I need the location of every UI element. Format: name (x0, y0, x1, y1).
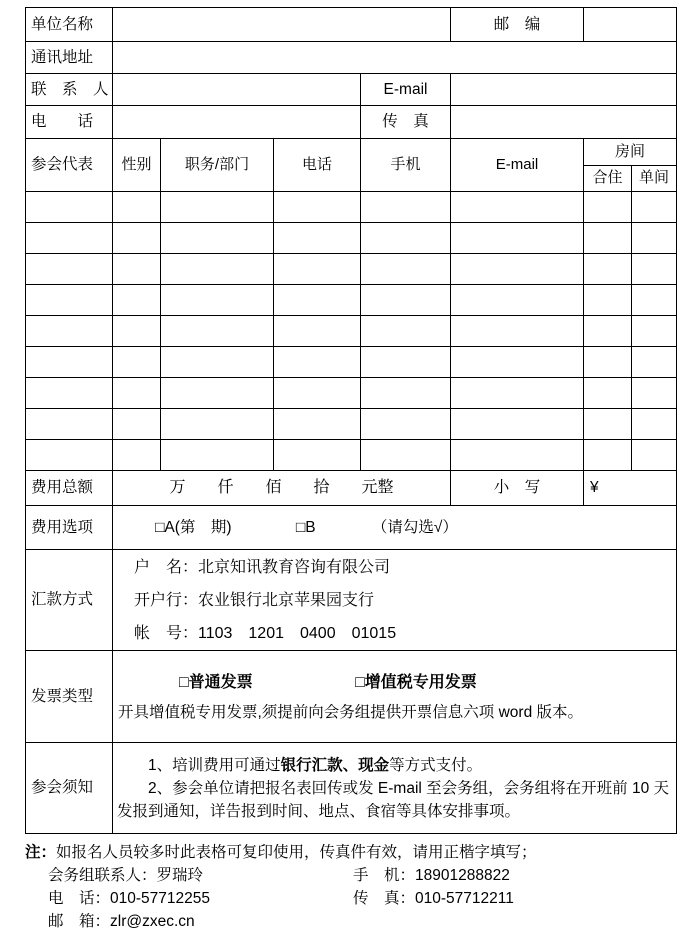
delegate-title-cell[interactable] (161, 192, 274, 223)
delegate-name-cell[interactable] (26, 378, 113, 409)
fax-label: 传 真 (361, 106, 451, 139)
notice-cell (113, 743, 677, 834)
address-label: 通讯地址 (26, 42, 113, 74)
notice-item-1: 1、培训费用可通过银行汇款、现金等方式支付。 (148, 756, 483, 774)
remittance-label: 汇款方式 (26, 550, 113, 651)
row-remittance (26, 550, 677, 651)
delegate-room-single-cell[interactable] (632, 409, 677, 440)
delegate-mobile-cell[interactable] (361, 409, 451, 440)
col-header-title-dept: 职务/部门 (161, 139, 274, 192)
fee-option-hint: （请勾选√） (371, 518, 458, 536)
phone-input-cell[interactable] (113, 106, 361, 139)
delegate-mobile-cell[interactable] (361, 440, 451, 471)
delegate-room-single-cell[interactable] (632, 223, 677, 254)
col-header-gender: 性别 (113, 139, 161, 192)
contact-email-label: E-mail (361, 74, 451, 106)
row-total-fee (26, 471, 677, 506)
delegate-room-single-cell[interactable] (632, 192, 677, 223)
notice-item-1-bold: 银行汇款、现金 (280, 756, 390, 774)
amount-in-words-cell[interactable]: 万 仟 佰 拾 元整 (113, 471, 451, 506)
delegate-email-cell[interactable] (451, 409, 584, 440)
address-input-cell[interactable] (113, 42, 677, 74)
delegate-phone-cell[interactable] (274, 285, 361, 316)
unit-name-input-cell[interactable] (113, 8, 451, 42)
delegate-phone-cell[interactable] (274, 223, 361, 254)
postal-code-input-cell[interactable] (584, 8, 677, 42)
row-notice (26, 743, 677, 834)
col-header-room: 房间 (584, 139, 677, 166)
delegate-email-cell[interactable] (451, 223, 584, 254)
delegate-name-cell[interactable] (26, 347, 113, 378)
delegate-phone-cell[interactable] (274, 378, 361, 409)
remittance-account-number: 帐 号：1103 1201 0400 01015 (134, 624, 397, 642)
delegate-mobile-cell[interactable] (361, 285, 451, 316)
delegate-gender-cell[interactable] (113, 192, 161, 223)
delegate-title-cell[interactable] (161, 254, 274, 285)
row-fee-option (26, 506, 677, 550)
invoice-vat-checkbox[interactable]: □增值税专用发票 (355, 673, 477, 691)
remittance-info-cell (113, 550, 677, 651)
delegate-room-single-cell[interactable] (632, 440, 677, 471)
col-header-phone: 电话 (274, 139, 361, 192)
delegate-row (26, 409, 677, 440)
delegate-gender-cell[interactable] (113, 440, 161, 471)
delegate-room-shared-cell[interactable] (584, 192, 632, 223)
delegate-gender-cell[interactable] (113, 378, 161, 409)
delegate-room-single-cell[interactable] (632, 378, 677, 409)
delegate-email-cell[interactable] (451, 316, 584, 347)
delegate-rows-body (26, 192, 677, 471)
delegate-title-cell[interactable] (161, 347, 274, 378)
amount-numeric-cell[interactable]: ¥ (584, 471, 677, 506)
notice-label: 参会须知 (26, 743, 113, 834)
delegate-room-single-cell[interactable] (632, 285, 677, 316)
delegate-room-shared-cell[interactable] (584, 347, 632, 378)
delegate-phone-cell[interactable] (274, 192, 361, 223)
footer-notes (25, 842, 676, 933)
delegate-mobile-cell[interactable] (361, 347, 451, 378)
delegate-room-single-cell[interactable] (632, 316, 677, 347)
row-invoice-type (26, 651, 677, 743)
delegate-email-cell[interactable] (451, 285, 584, 316)
delegate-gender-cell[interactable] (113, 223, 161, 254)
delegate-row (26, 316, 677, 347)
delegate-row (26, 223, 677, 254)
invoice-type-cell (113, 651, 677, 743)
delegate-title-cell[interactable] (161, 223, 274, 254)
row-contact (26, 74, 677, 106)
footer-email: 邮 箱：zlr@zxec.cn (48, 913, 195, 930)
invoice-regular-checkbox[interactable]: □普通发票 (179, 673, 253, 691)
delegate-row (26, 254, 677, 285)
footer-mobile: 手 机：18901288822 (353, 867, 510, 884)
col-header-mobile: 手机 (361, 139, 451, 192)
delegate-gender-cell[interactable] (113, 254, 161, 285)
delegate-email-cell[interactable] (451, 440, 584, 471)
delegate-room-shared-cell[interactable] (584, 378, 632, 409)
delegate-email-cell[interactable] (451, 254, 584, 285)
delegate-room-shared-cell[interactable] (584, 440, 632, 471)
delegate-mobile-cell[interactable] (361, 316, 451, 347)
registration-table (25, 7, 677, 834)
delegate-email-cell[interactable] (451, 347, 584, 378)
delegate-gender-cell[interactable] (113, 316, 161, 347)
col-header-email: E-mail (451, 139, 584, 192)
row-delegates-header (26, 139, 677, 166)
delegate-room-shared-cell[interactable] (584, 409, 632, 440)
delegate-phone-cell[interactable] (274, 440, 361, 471)
delegate-phone-cell[interactable] (274, 347, 361, 378)
delegate-room-shared-cell[interactable] (584, 254, 632, 285)
footer-email-line (25, 911, 676, 933)
postal-code-label: 邮 编 (451, 8, 584, 42)
delegate-row (26, 285, 677, 316)
col-header-room-single: 单间 (632, 166, 677, 192)
footer-note-text: 如报名人员较多时此表格可复印使用，传真件有效，请用正楷字填写； (56, 844, 537, 861)
invoice-type-label: 发票类型 (26, 651, 113, 743)
footer-contact-line (25, 865, 676, 887)
delegate-gender-cell[interactable] (113, 285, 161, 316)
total-fee-label: 费用总额 (26, 471, 113, 506)
footer-phone-line (25, 888, 676, 910)
contact-input-cell[interactable] (113, 74, 361, 106)
phone-label: 电 话 (26, 106, 113, 139)
unit-name-label: 单位名称 (26, 8, 113, 42)
fee-option-cell (113, 506, 677, 550)
delegate-title-cell[interactable] (161, 378, 274, 409)
remittance-bank: 开户行：农业银行北京苹果园支行 (134, 591, 375, 609)
delegate-name-cell[interactable] (26, 285, 113, 316)
delegate-room-shared-cell[interactable] (584, 285, 632, 316)
notice-item-2: 2、参会单位请把报名表回传或发 E-mail 至会务组，会务组将在开班前 10 天发报到通知，详告报到时间、地点、食宿等具体安排事项。 (117, 779, 670, 820)
delegate-row (26, 347, 677, 378)
col-header-room-shared: 合住 (584, 166, 632, 192)
row-address (26, 42, 677, 74)
footer-fax: 传 真：010-57712211 (353, 890, 514, 907)
delegates-label: 参会代表 (26, 139, 113, 192)
contact-email-input-cell[interactable] (451, 74, 677, 106)
delegate-mobile-cell[interactable] (361, 192, 451, 223)
fee-option-label: 费用选项 (26, 506, 113, 550)
contact-label: 联 系 人 (26, 74, 113, 106)
footer-note-line (25, 842, 676, 864)
amount-small-label: 小 写 (451, 471, 584, 506)
footer-contact-person: 会务组联系人：罗瑞玲 (48, 867, 204, 884)
delegate-phone-cell[interactable] (274, 254, 361, 285)
delegate-name-cell[interactable] (26, 316, 113, 347)
invoice-options-line (113, 668, 676, 698)
delegate-room-shared-cell[interactable] (584, 316, 632, 347)
delegate-row (26, 192, 677, 223)
footer-phone: 电 话：010-57712255 (48, 890, 210, 907)
fax-input-cell[interactable] (451, 106, 677, 139)
delegate-name-cell[interactable] (26, 409, 113, 440)
delegate-row (26, 440, 677, 471)
delegate-name-cell[interactable] (26, 223, 113, 254)
delegate-title-cell[interactable] (161, 285, 274, 316)
delegate-gender-cell[interactable] (113, 409, 161, 440)
delegate-mobile-cell[interactable] (361, 254, 451, 285)
delegate-mobile-cell[interactable] (361, 378, 451, 409)
delegate-room-single-cell[interactable] (632, 254, 677, 285)
delegate-title-cell[interactable] (161, 409, 274, 440)
delegate-gender-cell[interactable] (113, 347, 161, 378)
delegate-name-cell[interactable] (26, 440, 113, 471)
delegate-title-cell[interactable] (161, 316, 274, 347)
delegate-email-cell[interactable] (451, 378, 584, 409)
delegate-mobile-cell[interactable] (361, 223, 451, 254)
footer-note-label: 注： (25, 844, 57, 861)
row-unit-name (26, 8, 677, 42)
delegate-name-cell[interactable] (26, 192, 113, 223)
delegate-email-cell[interactable] (451, 192, 584, 223)
fee-option-b-checkbox[interactable]: □B (295, 518, 316, 536)
delegate-room-shared-cell[interactable] (584, 223, 632, 254)
row-phone-fax (26, 106, 677, 139)
fee-option-a-checkbox[interactable]: □A(第 期) (155, 518, 232, 536)
delegate-name-cell[interactable] (26, 254, 113, 285)
delegate-row (26, 378, 677, 409)
invoice-note: 开具增值税专用发票,须提前向会务组提供开票信息六项 word 版本。 (118, 703, 584, 721)
delegate-phone-cell[interactable] (274, 316, 361, 347)
delegate-room-single-cell[interactable] (632, 347, 677, 378)
delegate-phone-cell[interactable] (274, 409, 361, 440)
delegate-title-cell[interactable] (161, 440, 274, 471)
remittance-account-name: 户 名：北京知讯教育咨询有限公司 (134, 558, 391, 576)
